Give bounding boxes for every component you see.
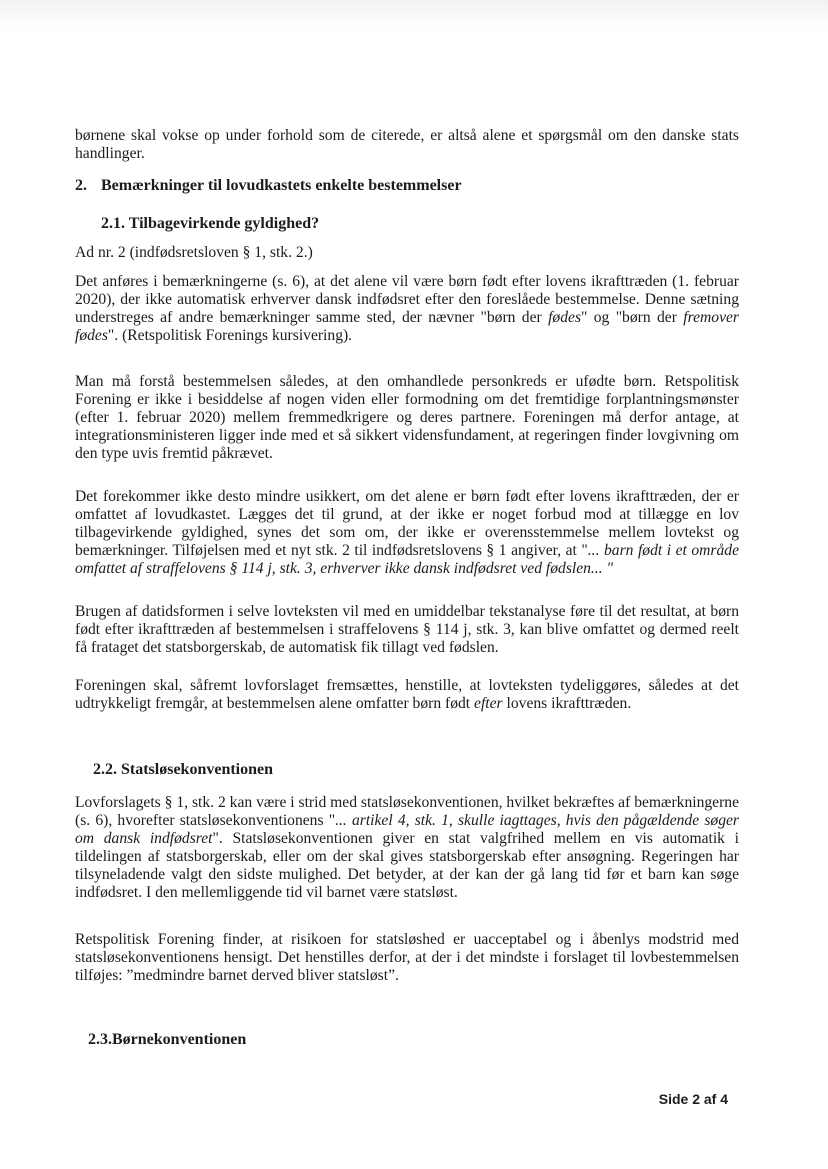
section-2-1-paragraph-4: Brugen af datidsformen i selve lovteksten vil med en umiddelbar tekstanalyse føre til det resultat, at børn født efter ikrafttræden af bestemmelsen i straffelovens § 114 j, stk. 3, kan blive omfattet og dermed reelt få frataget det statsborgerskab, de automatisk fik tillagt ved fødslen. xyxy=(75,603,739,656)
section-2-2-paragraph-1: Lovforslagets § 1, stk. 2 kan være i strid med statsløsekonventionen, hvilket bekræftes af bemærkningerne (s. 6), hvorefter statsløsekonventionens "... artikel 4, stk. 1, skulle iagttages, hvis den pågældende søger om dansk indfødsret". Statsløsekonventionen giver en stat valgfrihed mellem en vis automatik i tildelingen af statsborgerskab, eller om der skal gives statsborgerskab efter ansøgning. Regeringen har tilsyneladende valgt den sidste mulighed. Det betyder, at der kan der gå lang tid før et barn kan søge indfødsret. I den mellemliggende tid vil barnet være statsløst. xyxy=(75,794,739,901)
section-2-1-paragraph-3: Det forekommer ikke desto mindre usikkert, om det alene er børn født efter lovens ikrafttræden, der er omfattet af lovudkastet. Lægges det til grund, at der ikke er noget forbud mod at tillægge en lov tilbagevirkende gyldighed, synes det som om, der ikke er overensstemmelse mellem lovtekst og bemærkninger. Tilføjelsen med et nyt stk. 2 til indfødsretslovens § 1 angiver, at "... barn født i et område omfattet af straffelovens § 114 j, stk. 3, erhverver ikke dansk indfødsret ved fødslen... " xyxy=(75,488,740,577)
section-2-1-heading: 2.1. Tilbagevirkende gyldighed? xyxy=(101,215,320,232)
section-2-1-ref: Ad nr. 2 (indfødsretsloven § 1, stk. 2.) xyxy=(75,244,313,261)
section-2-heading xyxy=(75,177,462,195)
section-2-number: 2. xyxy=(75,177,87,194)
section-2-1-paragraph-2: Man må forstå bestemmelsen således, at den omhandlede personkreds er ufødte børn. Retspolitisk Forening er ikke i besiddelse af nogen viden eller formodning om det fremtidige forplantningsmønster (efter 1. februar 2020) mellem fremmedkrigere og deres partnere. Foreningen må derfor antage, at integrationsministeren ligger inde med et så sikkert vidensfundament, at regeringen finder lovgivning om den type uvis fremtid påkrævet. xyxy=(75,373,739,462)
section-2-1-paragraph-5: Foreningen skal, såfremt lovforslaget fremsættes, henstille, at lovteksten tydeliggøres, således at det udtrykkeligt fremgår, at bestemmelsen alene omfatter børn født efter lovens ikrafttræden. xyxy=(75,677,739,712)
section-2-title: Bemærkninger til lovudkastets enkelte bestemmelser xyxy=(101,177,462,194)
section-2-1-paragraph-1: Det anføres i bemærkningerne (s. 6), at det alene vil være børn født efter lovens ikrafttræden (1. februar 2020), der ikke automatisk erhverver dansk indfødsret efter den foreslåede bestemmelse. Denne sætning understreges af andre bemærkninger samme sted, der nævner "børn der fødes" og "børn der fremover fødes". (Retspolitisk Forenings kursivering). xyxy=(75,273,739,344)
top-paragraph: børnene skal vokse op under forhold som de citerede, er altså alene et spørgsmål om den danske stats handlinger. xyxy=(75,127,739,162)
section-2-3-heading: 2.3.Børnekonventionen xyxy=(88,1031,247,1048)
scan-top-edge xyxy=(0,0,828,30)
section-2-2-paragraph-2: Retspolitisk Forening finder, at risikoen for statsløshed er uacceptabel og i åbenlys modstrid med statsløsekonventionens hensigt. Det henstilles derfor, at der i det mindste i forslaget til lovbestemmelsen tilføjes: ”medmindre barnet derved bliver statsløst”. xyxy=(75,931,739,984)
page-number: Side 2 af 4 xyxy=(658,1091,728,1107)
section-2-2-heading: 2.2. Statsløsekonventionen xyxy=(93,761,274,778)
